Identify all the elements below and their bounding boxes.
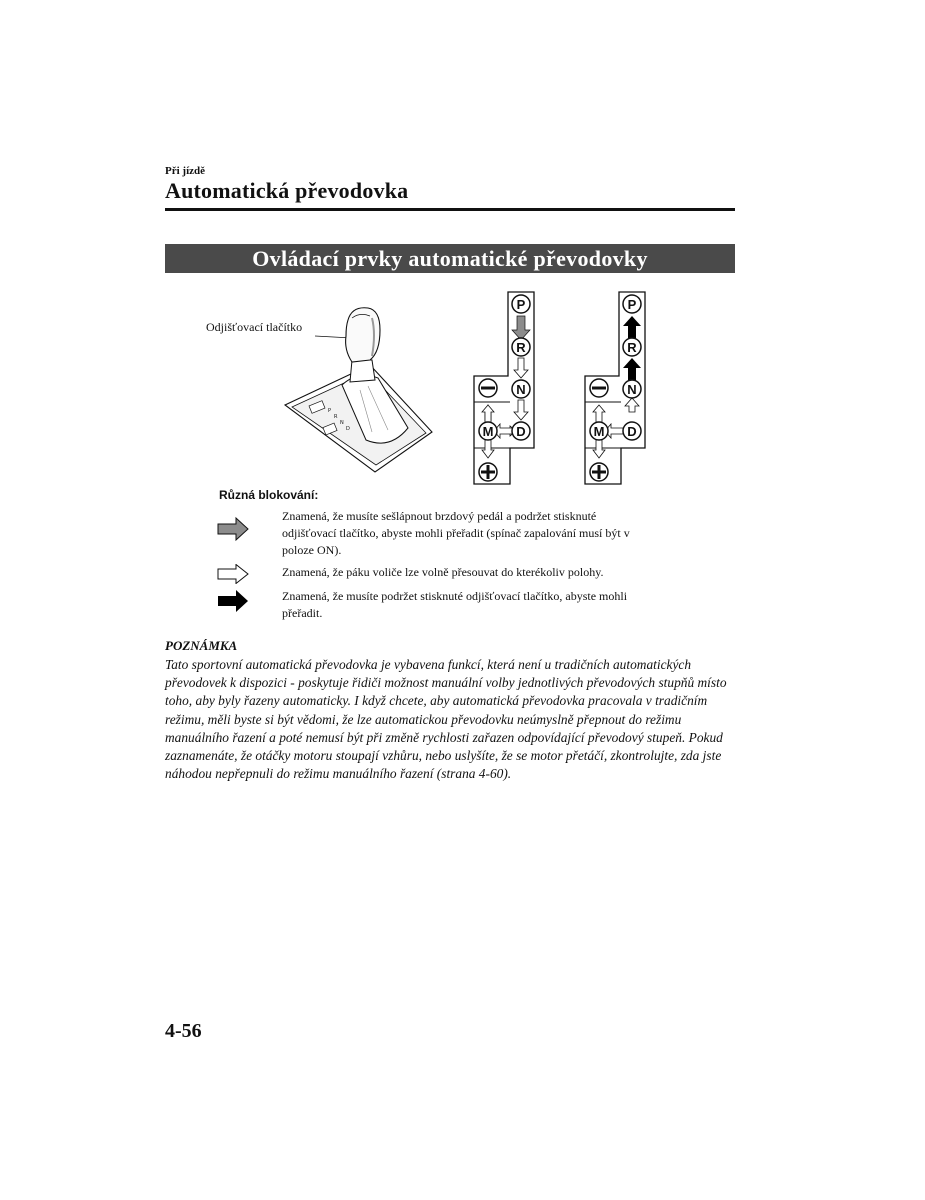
legend-item-gray [216, 508, 646, 559]
gate-m-label: M [482, 424, 494, 439]
gray-arrow-icon [216, 508, 250, 548]
legend-text-gray: Znamená, že musíte sešlápnout brzdový pedál a podržet stisknuté odjišťovací tlačítko, abyste mohli přeřadit (spínač zapalování musí být v poloze ON). [282, 509, 630, 557]
svg-text:D: D [346, 426, 350, 432]
page-number: 4-56 [165, 1020, 202, 1042]
black-arrow-icon [216, 588, 250, 614]
section-banner: Ovládací prvky automatické převodovky [165, 244, 735, 273]
section-label: Při jízdě [165, 165, 206, 177]
title-rule [165, 208, 735, 211]
gate-d-label: D [627, 424, 637, 439]
svg-text:N: N [340, 420, 344, 426]
shift-gate-diagram-2 [581, 288, 651, 488]
legend-text-white: Znamená, že páku voliče lze volně přesouvat do kterékoliv polohy. [282, 565, 604, 579]
legend-item-white [216, 564, 646, 584]
gate-r-label: R [516, 340, 526, 355]
gate-m-label: M [593, 424, 605, 439]
svg-text:R: R [334, 414, 338, 420]
gate-n-label: N [627, 382, 637, 397]
gate-n-label: N [516, 382, 526, 397]
gate-p-label: P [516, 297, 526, 312]
gear-shifter-illustration [280, 300, 440, 480]
minus-icon [481, 387, 495, 390]
release-button-callout: Odjišťovací tlačítko [206, 320, 303, 334]
page-title: Automatická převodovka [165, 178, 409, 203]
note-body: Tato sportovní automatická převodovka je vybavena funkcí, která není u tradičních automatických převodovek k dispozici - poskytuje řidiči možnost manuální volby jednotlivých převodových stupňů místo toho, aby byly řazeny automaticky. I když chcete, aby automatická převodovka pracovala v tradičním režimu, měli byste si být vědomi, že lze automatickou převodovku neúmyslně přepnout do režimu manuálního řazení a poté nemusí být při změně rychlosti zařazen odpovídající převodový stupeň. Pokud zaznamenáte, že otáčky motoru stoupají vzhůru, nebo uslyšíte, že se motor přetáčí, zkontrolujte, zda jste náhodou nepřepnuli do režimu manuálního řazení (strana 4-60). [165, 657, 727, 782]
note-heading: POZNÁMKA [165, 638, 238, 653]
legend-text-black: Znamená, že musíte podržet stisknuté odjišťovací tlačítko, abyste mohli přeřadit. [282, 589, 628, 620]
gate-r-label: R [627, 340, 637, 355]
white-arrow-icon [216, 564, 250, 584]
legend-item-black [216, 588, 646, 622]
shift-gate-diagram-1 [470, 288, 540, 488]
gate-p-label: P [627, 297, 637, 312]
svg-text:P: P [328, 408, 332, 414]
legend-title: Různá blokování: [219, 488, 319, 502]
minus-icon [592, 387, 606, 390]
gate-d-label: D [516, 424, 526, 439]
